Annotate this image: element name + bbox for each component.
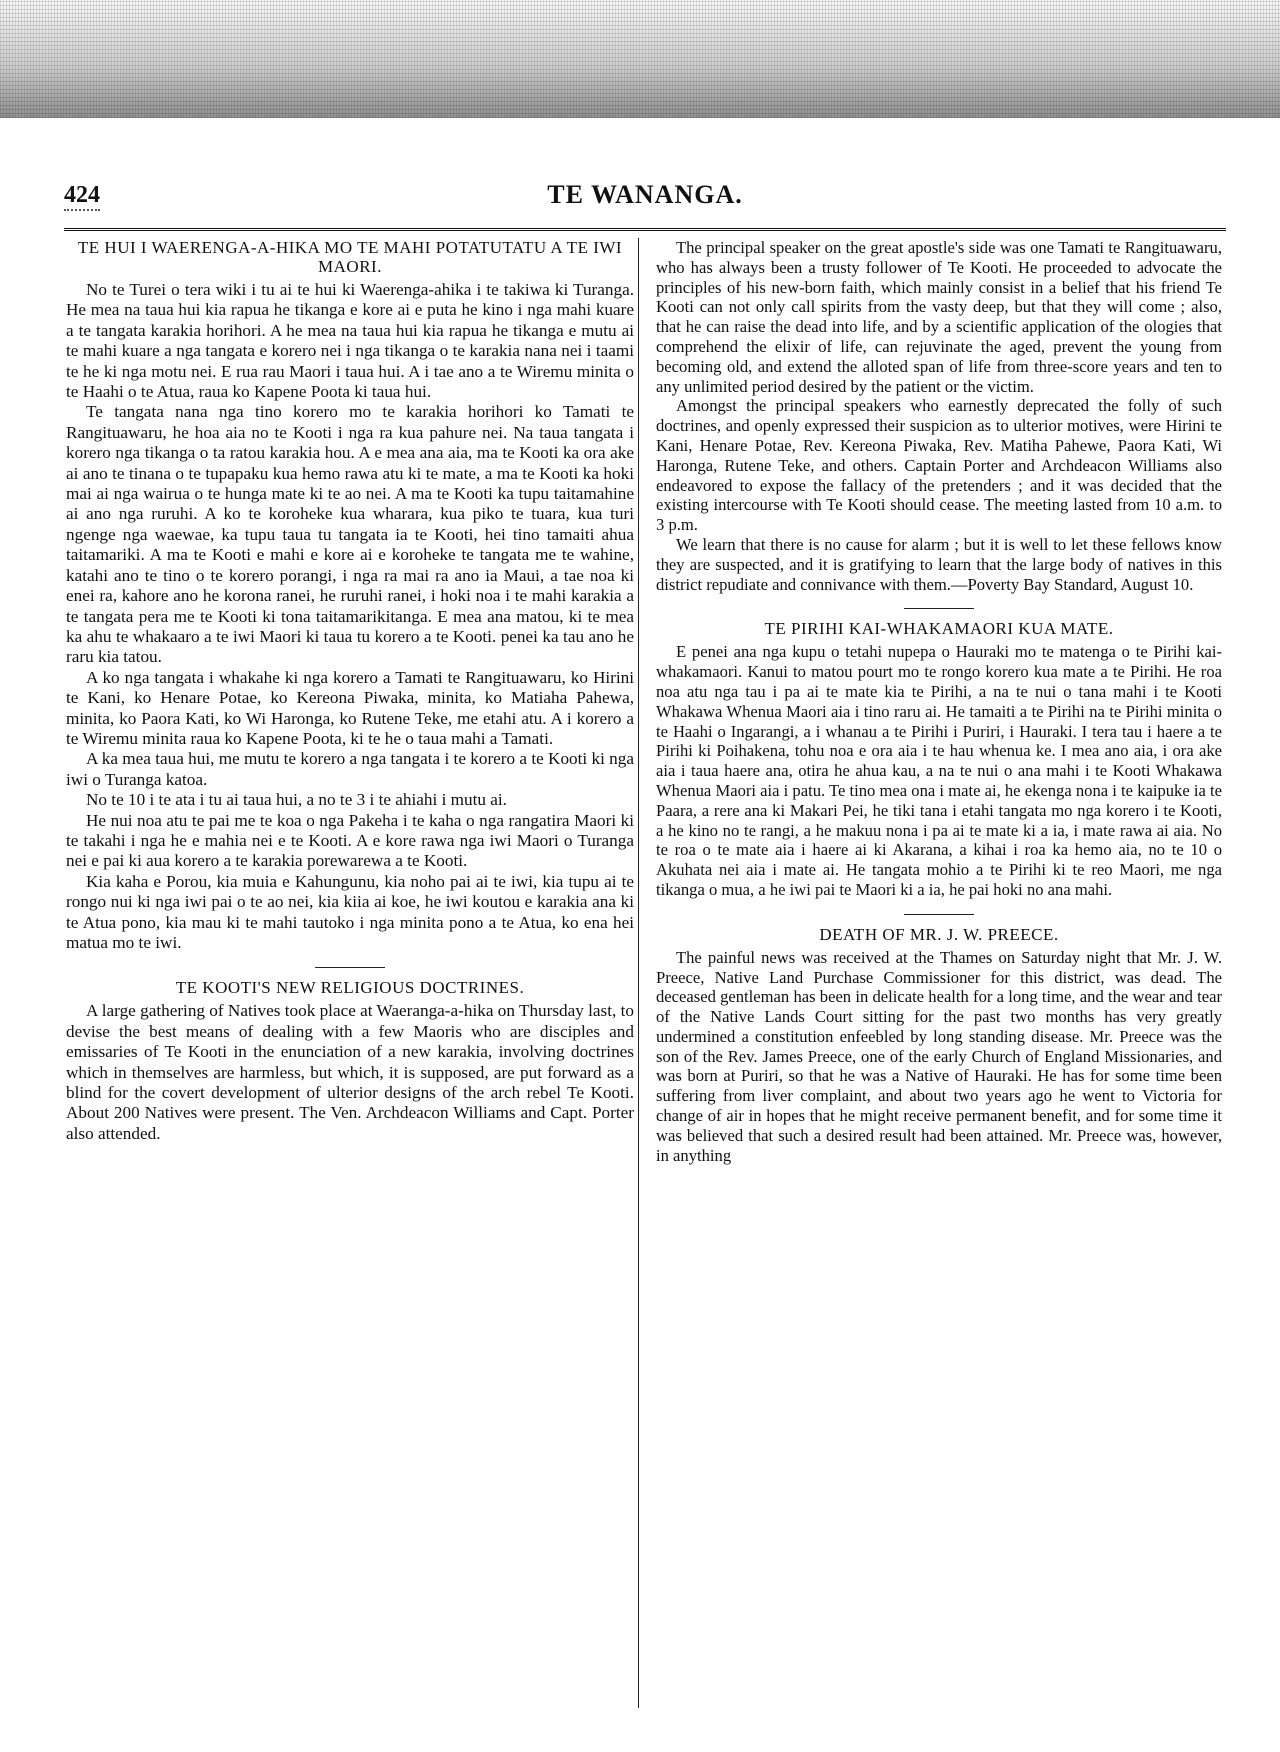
article-paragraph: The painful news was received at the Thames on Saturday night that Mr. J. W. Preece, Native Land Purchase Commissioner for this district, was dead. The deceased gentleman has been in delicate health for a long time, and the wear and tear of the Native Lands Court sitting for the past two months has very greatly undermined a constitution enfeebled by long standing disease. Mr. Preece was the son of the Rev. James Preece, one of the early Church of England Missionaries, and was born at Puriri, so that he was a Native of Hauraki. He has for some time been suffering from liver complaint, and about two years ago he went to Victoria for change of air in hopes that he might receive permanent benefit, and for some time it was believed that such a desired result had been attained. Mr. Preece was, however, in anything	[656, 947, 1222, 1165]
left-column	[66, 238, 634, 1708]
article-te-kooti-doctrines-continued	[656, 238, 1222, 594]
article-paragraph: He nui noa atu te pai me te koa o nga Pakeha i te kaha o nga rangatira Maori ki te takahi i nga he e mahia nei e te Kooti. A e kore rawa nga iwi Maori o Turanga nei e pai ki aua korero a te karakia porewarewa a te Kooti.	[66, 810, 634, 871]
article-title: TE PIRIHI KAI-WHAKAMAORI KUA MATE.	[764, 619, 1114, 639]
article-separator	[315, 967, 385, 968]
article-hui-waerenga	[66, 238, 634, 953]
article-paragraph: Kia kaha e Porou, kia muia e Kahungunu, kia noho pai ai te iwi, kia tupu ai te rongo nui ki nga iwi pai o te ao nei, kia kiia ai koe, he iwi koutou e karakia ana ki te Atua pono, kia mau ki te mahi tautoko i nga minita pono a te Atua, ko ena hei matua mo te iwi.	[66, 871, 634, 952]
article-preece	[656, 925, 1222, 1166]
scan-edge-band	[0, 0, 1280, 118]
article-te-kooti-doctrines	[66, 978, 634, 1144]
article-paragraph: The principal speaker on the great apostle's side was one Tamati te Rangituawaru, who has always been a trusty follower of Te Kooti. He proceeded to advocate the principles of his new-born faith, which mainly consist in a belief that his friend Te Kooti can not only call spirits from the vasty deep, but that they will come ; also, that he can raise the dead into life, and by a scientific application of the ologies that comprehend the elixir of life, can rejuvinate the aged, prevent the young from becoming old, and extend the alloted span of life from three-score years and ten to any unlimited period desired by the patient or the victim.	[656, 238, 1222, 396]
page-number: 424	[64, 182, 100, 211]
article-title: TE KOOTI'S NEW RELIGIOUS DOCTRINES.	[175, 978, 525, 998]
article-title: TE HUI I WAERENGA-A-HIKA MO TE MAHI POTATUTATU A TE IWI MAORI.	[77, 238, 623, 276]
article-paragraph: Te tangata nana nga tino korero mo te karakia horihori ko Tamati te Rangituawaru, he hoa aia no te Kooti i nga ra kua pahure nei. Na taua tangata i korero nga tikanga o ta ratou karakia hou. A e mea ana aia, ma te Kooti ka ora ake ai ano te tinana o te tupapaku kua hemo rawa atu ki te mate, a ma te Kooti ka hoki mai ai nga wairua o te hunga mate ki te ao nei. A ma te Kooti ka tupu taitamahine ai ano nga ruruhi. A ko te koroheke kua wharara, kua piko te tuara, kua turi ngenge nga waewae, ka tupu taua tu tangata ia te Kooti, hei tino tamaiti ahua taitamariki. A ma te Kooti e mahi e kore ai e koroheke te tangata me te wahine, katahi ano te tino o te korero porangi, i nga ra mai ra ano ia Maui, a tae noa ki enei ra, kahore ano he korona ranei, he ruruhi ranei, i hoki noa i te mahi karakia a te tangata pera me te Kooti ki tona taitamarikitanga. E mea ana matou, ki te mea ka ahu te whakaaro a te iwi Maori ki taua tu korero a te Kooti. penei ka tau ano he raru kia tatou.	[66, 402, 634, 667]
article-title: DEATH OF MR. J. W. PREECE.	[819, 924, 1059, 944]
article-paragraph: A ko nga tangata i whakahe ki nga korero a Tamati te Rangituawaru, ko Hirini te Kani, ko Henare Potae, ko Kereona Piwaka, minita, ko Matiaha Pahewa, minita, ko Paora Kati, ko Wi Haronga, ko Rutene Teke, me etahi atu. A i korero a te Wiremu minita raua ko Kapene Poota, ki te he o taua mahi a Tamati.	[66, 667, 634, 748]
article-pirihi	[656, 619, 1222, 899]
article-paragraph: No te 10 i te ata i tu ai taua hui, a no te 3 i te ahiahi i mutu ai.	[86, 790, 507, 810]
article-paragraph: A ka mea taua hui, me mutu te korero a nga tangata i te korero a te Kooti ki nga iwi o Turanga katoa.	[66, 749, 634, 789]
article-separator	[904, 608, 974, 609]
column-divider	[638, 238, 639, 1708]
article-paragraph: Amongst the principal speakers who earnestly deprecated the folly of such doctrines, and openly expressed their suspicion as to ulterior motives, were Hirini te Kani, Henare Potae, Rev. Kereona Piwaka, Rev. Matiha Pahewe, Paora Kati, Wi Haronga, Rutene Teke, and others. Captain Porter and Archdeacon Williams also endeavored to expose the fallacy of the pretenders ; and it was decided that the existing intercourse with Te Kooti should cease. The meeting lasted from 10 a.m. to 3 p.m.	[656, 396, 1222, 535]
article-separator	[904, 914, 974, 915]
article-paragraph: We learn that there is no cause for alarm ; but it is well to let these fellows know they are suspected, and it is gratifying to learn that the large body of natives in this district repudiate and connivance with them.—Poverty Bay Standard, August 10.	[656, 534, 1222, 594]
article-paragraph: No te Turei o tera wiki i tu ai te hui ki Waerenga-ahika i te takiwa ki Turanga. He mea na taua hui kia rapua he tikanga e kore ai e puta he kino i nga mahi kuare a te tangata karakia horihori. A he mea na taua hui kia rapua he tikanga e mutu ai te mahi kuare a nga tangata e korero nei i nga tikanga o te karakia nana nei i taami te he ki nga motu nei. E rua rau Maori i taua hui. A i tae ano a te Wiremu minita o te Haahi o te Atua, raua ko Kapene Poota ki taua hui.	[66, 280, 634, 402]
article-paragraph: E penei ana nga kupu o tetahi nupepa o Hauraki mo te matenga o te Pirihi kai-whakamaori. Kanui to matou pourt mo te rongo korero kua mate a te Pirihi. He roa noa atu nga tau i pa ai te mate kia te Pirihi, a na te nui o tana mahi i te Kooti Whakawa Whenua Maori aia i tino raru ai. He tamaiti a te Pirihi na te Pirihi minita o te Haahi o Ingarangi, a i whanau a te Pirihi i Puriri, i Hauraki. I tera tau i haere a te Pirihi ki Poihakena, tohu noa e ora aia i te hau whenua ke. I mea ano aia, i ora ake aia i taua haere ana, otira he ahua kau, a na te nui o ana mahi i te Kooti Whakawa Whenua Maori aia i patu. Te tino mea ona i mate ai, he ekenga nona i te kaipuke ia te Paara, a rere ana ki Makari Pei, he tiki tana i etahi tangata mo nga korero i te Kooti, a he kino no te rangi, a he makuu nona i pa ai te mate ki a ia, i mate rawa ai aia. No te roa o te mate aia i haere ai ki Akarana, a kihai i roa ka hemo aia, no te 10 o Akuhata nei aia i mate ai. He tangata mohio a te Pirihi ki te reo Maori, me nga tikanga o mua, a he iwi pai te Maori ki a ia, he pai hoki no ana mahi.	[656, 642, 1222, 899]
page-header	[64, 180, 1226, 222]
running-title: TE WANANGA.	[547, 180, 743, 209]
article-paragraph: A large gathering of Natives took place at Waeranga-a-hika on Thursday last, to devise the best means of dealing with a few Maoris who are disciples and emissaries of Te Kooti in the enunciation of a new karakia, involving doctrines which in themselves are harmless, but which, it is supposed, are put forward as a blind for the covert development of ulterior designs of the arch rebel Te Kooti. About 200 Natives were present. The Ven. Archdeacon Williams and Capt. Porter also attended.	[66, 1001, 634, 1143]
right-column	[656, 238, 1222, 1708]
header-rule	[64, 228, 1226, 231]
